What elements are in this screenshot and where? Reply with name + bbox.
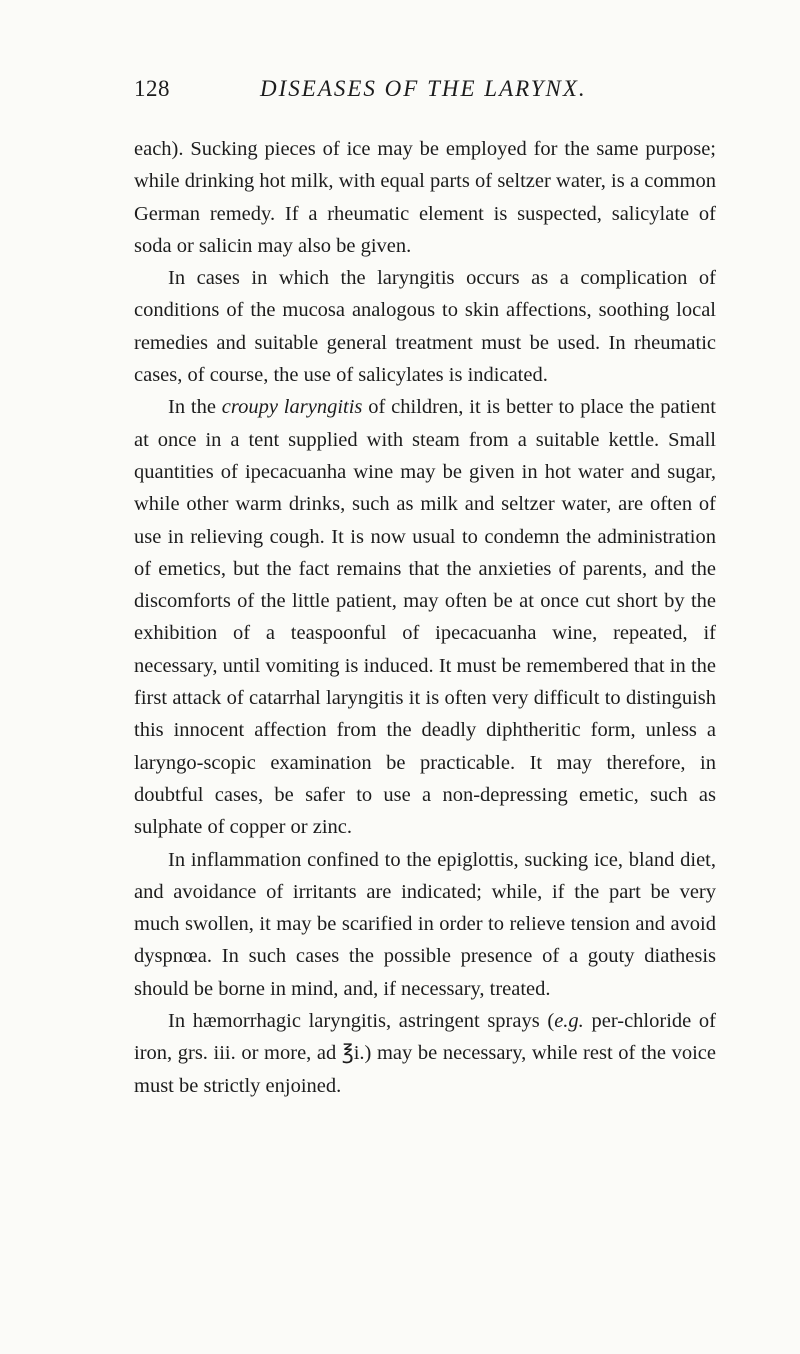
italic-term: croupy laryngitis <box>221 396 363 419</box>
italic-term: e.g. <box>554 1010 584 1033</box>
paragraph-text: In cases in which the laryngitis occurs as a complication of conditions of the mucosa analogous to skin affections, soothing local remedies and suitable general treatment must be used. In rheumatic cases, of course, the use of salicylates is indicated. <box>134 267 716 387</box>
page-header <box>134 76 716 112</box>
paragraph-continuation <box>134 133 716 262</box>
paragraph-text: In inflammation confined to the epiglottis, sucking ice, bland diet, and avoidance of irritants are indicated; while, if the part be very much swollen, it may be scarified in order to relieve tension and avoid dyspnœa. In such cases the possible presence of a gouty diathesis should be borne in mind, and, if necessary, treated. <box>134 848 716 1000</box>
paragraph-haemorrhagic <box>134 1005 716 1102</box>
running-head: DISEASES OF THE LARYNX. <box>260 76 587 101</box>
paragraph-complication <box>134 262 716 391</box>
body-text <box>134 133 716 1102</box>
paragraph-croupy-laryngitis <box>134 391 716 843</box>
paragraph-text: In hæmorrhagic laryngitis, astringent sprays ( <box>168 1010 555 1033</box>
paragraph-text: of children, it is better to place the patient at once in a tent supplied with steam from a suitable kettle. Small quantities of ipecacuanha wine may be given in hot water and sugar, while other warm drinks, such as milk and seltzer water, are often of use in relieving cough. It is now usual to condemn the administration of emetics, but the fact remains that the anxieties of parents, and the discomforts of the little patient, may often be at once cut short by the exhibition of a teaspoonful of ipecacuanha wine, repeated, if necessary, until vomiting is induced. It must be remembered that in the first attack of catarrhal laryngitis it is often very difficult to distinguish this innocent affection from the deadly diphtheritic form, unless a laryngo-scopic examination be practicable. It may therefore, in doubtful cases, be safer to use a non-depressing emetic, such as sulphate of copper or zinc. <box>134 396 716 839</box>
paragraph-epiglottis <box>134 844 716 1005</box>
page-number: 128 <box>134 76 170 101</box>
paragraph-text: In the <box>168 396 222 419</box>
paragraph-text: per-chloride of iron, grs. iii. or more, ad ℥i.) may be necessary, while rest of the voice must be strictly enjoined. <box>134 1010 716 1097</box>
paragraph-text: each). Sucking pieces of ice may be employed for the same purpose; while drinking hot milk, with equal parts of seltzer water, is a common German remedy. If a rheumatic element is suspected, salicylate of soda or salicin may also be given. <box>134 138 716 257</box>
